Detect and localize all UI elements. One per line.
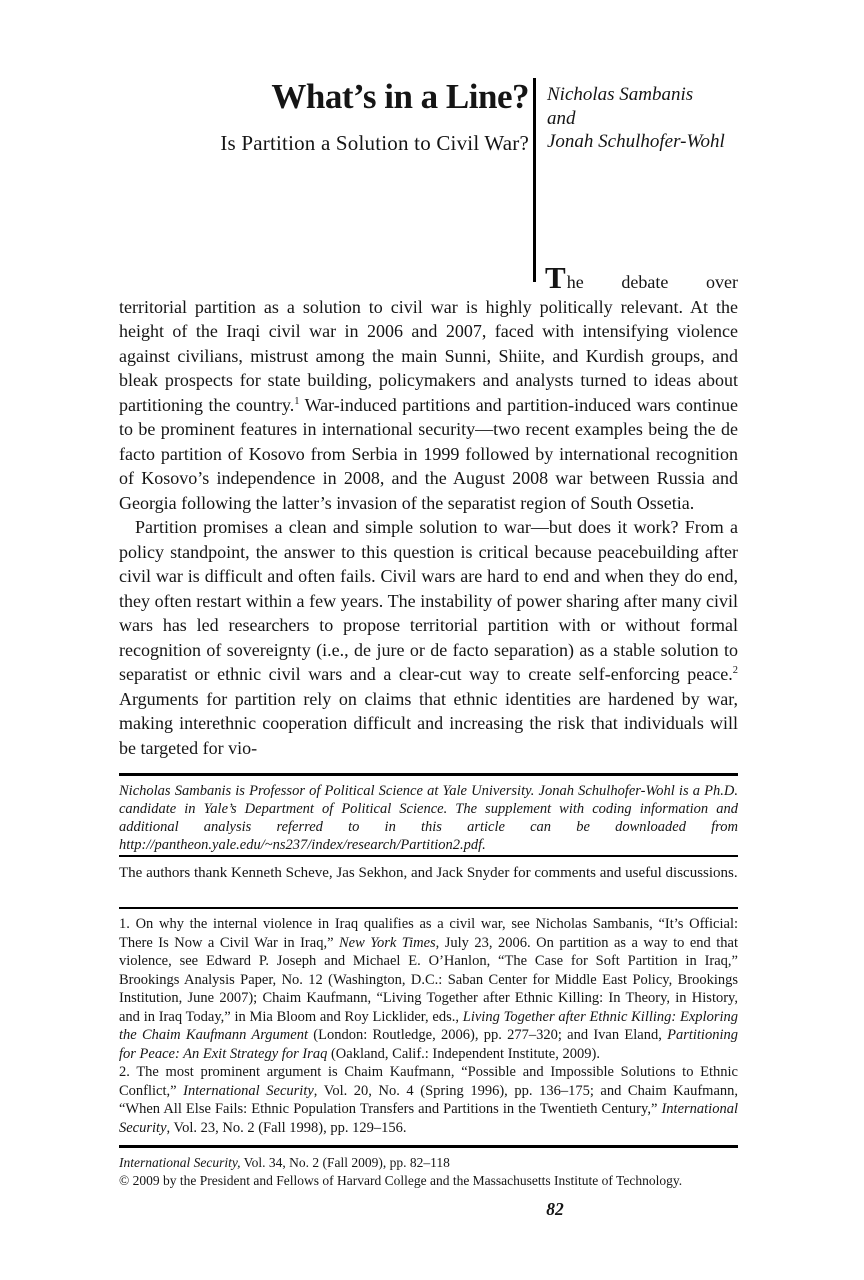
- footnotes-block: [119, 915, 738, 1137]
- footnote-2: 2. The most prominent argument is Chaim Kaufmann, “Possible and Impossible Solutions to Ethnic Conflict,” International Security, Vol. 20, No. 4 (Spring 1996), pp. 136–175; and Chaim Kaufmann, “When All Else Fails: Ethnic Population Transfers and Partitions in the Twentieth Century,” International Security, Vol. 23, No. 2 (Fall 1998), pp. 129–156.: [119, 1064, 739, 1136]
- author-1: Nicholas Sambanis: [547, 84, 694, 105]
- author-bio: Nicholas Sambanis is Professor of Political Science at Yale University. Jonah Schulhofer-Wohl is a Ph.D. candidate in Yale’s Department of Political Science. The supplement with coding information and additional analysis referred to in this article can be downloaded from http://pantheon.yale.edu/~ns237/index/research/Partition2.pdf.: [119, 783, 738, 853]
- acknowledgments: The authors thank Kenneth Scheve, Jas Sekhon, and Jack Snyder for comments and useful discussions.: [119, 865, 738, 881]
- copyright-line: © 2009 by the President and Fellows of Harvard College and the Massachusetts Institute of Technology.: [119, 1172, 683, 1188]
- footer-divider: [119, 1145, 738, 1148]
- paragraph-2: Partition promises a clean and simple solution to war—but does it work? From a policy standpoint, the answer to this question is critical because peacebuilding after civil war is difficult and often fails. Civil wars are hard to end and when they do end, they often restart within a few years. The instability of power sharing after many civil wars has led researchers to propose territorial partition with or without formal recognition of sovereignty (i.e., de jure or de facto separation) as a stable solution to separatist or ethnic civil wars and a clear-cut way to create self-enforcing peace.$^2$ Arguments for partition rely on claims that ethnic identities are hardened by war, making interethnic cooperation difficult and increasing the risk that individuals will be targeted for vio-: [119, 517, 738, 758]
- bio-divider: [119, 773, 738, 776]
- article-title: What’s in a Line?: [271, 77, 529, 116]
- author-conjunction: and: [547, 107, 576, 129]
- title-block: [119, 78, 529, 155]
- article-body: [119, 260, 739, 760]
- header-divider: [533, 78, 536, 282]
- footnote-1: 1. On why the internal violence in Iraq qualifies as a civil war, see Nicholas Sambanis, “It’s Official: There Is Now a Civil War in Iraq,” New York Times, July 23, 2006. On partition as a way to end that violence, see Edward P. Joseph and Michael E. O’Hanlon, “The Case for Soft Partition in Iraq,” Brookings Analysis Paper, No. 12 (Washington, D.C.: Saban Center for Middle East Policy, Brookings Institution, June 2007); Chaim Kaufmann, “Living Together after Ethnic Killing: In Theory, in History, and in Iraq Today,” in Mia Bloom and Roy Licklider, eds., Living Together after Ethnic Killing: Exploring the Chaim Kaufmann Argument (London: Routledge, 2006), pp. 277–320; and Ivan Eland, Partitioning for Peace: An Exit Strategy for Iraq (Oakland, Calif.: Independent Institute, 2009).: [119, 916, 739, 1062]
- paragraph-1: The debate over territorial partition as a solution to civil war is highly politically relevant. At the height of the Iraqi civil war in 2006 and 2007, faced with intensifying violence against civilians, mistrust among the main Sunni, Shiite, and Kurdish groups, and bleak prospects for state building, policymakers and analysts turned to ideas about partitioning the country.$^1$ War-induced partitions and partition-induced wars continue to be prominent features in international security—two recent examples being the de facto partition of Kosovo from Serbia in 1999 followed by international recognition of Kosovo’s independence in 2008, and the August 2008 war between Russia and Georgia following the latter’s invasion of the separatist region of South Ossetia.: [119, 260, 739, 513]
- author-2: Jonah Schulhofer-Wohl: [547, 131, 725, 152]
- author-names: [547, 83, 739, 154]
- citation-line: International Security, Vol. 34, No. 2 (Fall 2009), pp. 82–118: [119, 1155, 450, 1170]
- footnotes-divider: [119, 907, 738, 909]
- page-number: 82: [546, 1199, 564, 1219]
- article-subtitle: Is Partition a Solution to Civil War?: [220, 131, 529, 155]
- acknowledgment-divider: [119, 855, 738, 857]
- journal-citation: [119, 1154, 738, 1189]
